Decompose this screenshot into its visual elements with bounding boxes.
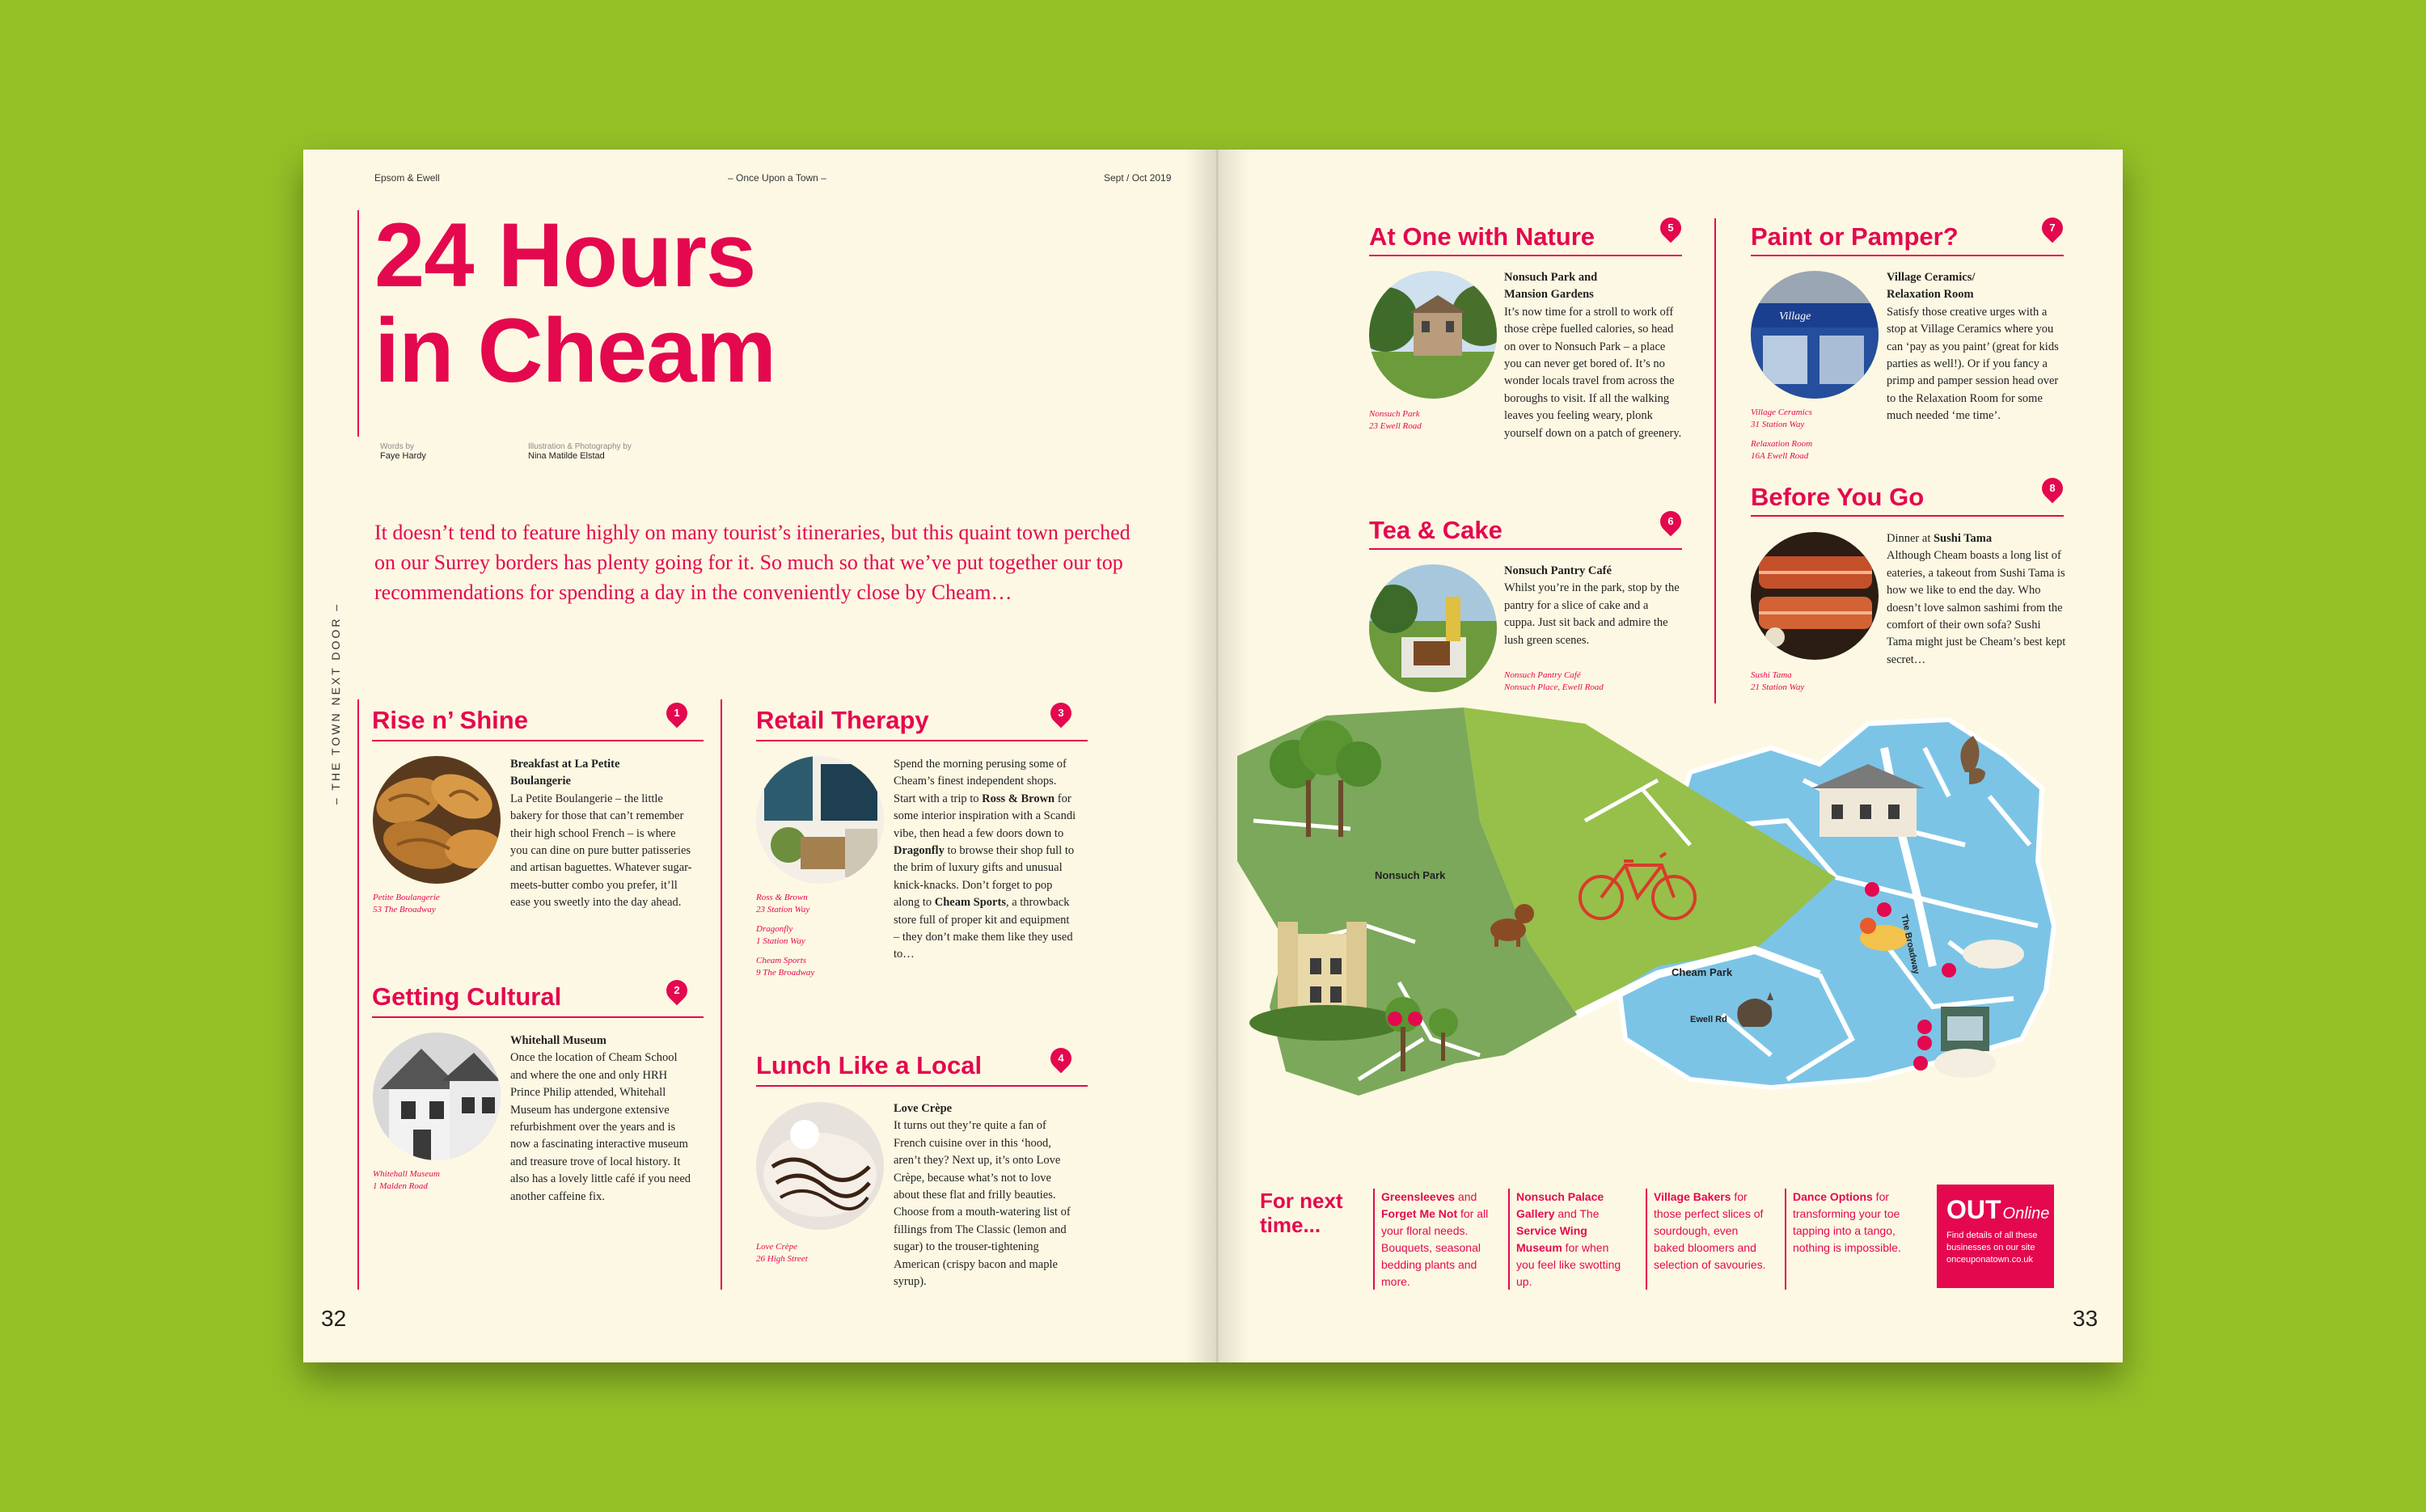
pin-icon: 6 bbox=[1656, 507, 1686, 537]
out-url[interactable]: onceuponatown.co.uk bbox=[1946, 1255, 2034, 1265]
magazine-spread bbox=[303, 150, 2123, 1362]
section-title-lunch: Lunch Like a Local bbox=[756, 1051, 983, 1079]
section-title-tea: Tea & Cake bbox=[1369, 516, 1503, 544]
next-time-col-4: Dance Options for transforming your toe tapping into a tango, nothing is impossible. bbox=[1793, 1190, 1901, 1254]
section-title-nature: At One with Nature bbox=[1369, 222, 1595, 251]
pin-icon: 1 bbox=[662, 699, 692, 729]
photo-cake bbox=[1369, 564, 1497, 692]
pin-icon: 2 bbox=[662, 976, 692, 1006]
section-head-cultural: Whitehall Museum bbox=[510, 1034, 606, 1047]
photo-ceramics bbox=[1751, 271, 1879, 399]
next-time-col-3: Village Bakers for those perfect slices of sourdough, even baked bloomers and selection of savouries. bbox=[1654, 1190, 1766, 1271]
next-time-rule bbox=[1508, 1189, 1510, 1290]
photo-crepe bbox=[756, 1102, 884, 1230]
section-body-before: Dinner at Sushi Tama Although Cheam boasts a long list of eateries, a takeout from Sushi Tama is how we like to end the day. Who doesn’t love salmon sashimi from the comfort of their own sofa? Sushi Tama might just be Cheam’s best kept secret… bbox=[1887, 532, 2066, 666]
credit-illus-label: Illustration & Photography by bbox=[528, 442, 632, 451]
section-body-tea: Nonsuch Pantry Café Whilst you’re in the park, stop by the pantry for a slice of cake and a cuppa. Just sit back and admire the lush green scenes. bbox=[1504, 563, 1682, 649]
caption-retail: Ross & Brown 23 Station Way Dragonfly 1 Station Way Cheam Sports 9 The Broadway bbox=[756, 893, 815, 978]
caption-lunch: Love Crèpe 26 High Street bbox=[756, 1242, 808, 1264]
next-time-col-2: Nonsuch Palace Gallery and The Service Wing Museum for when you feel like swotting up. bbox=[1516, 1190, 1621, 1288]
svg-text:Village: Village bbox=[1779, 310, 1811, 323]
section-body-rise: Breakfast at La Petite Boulangerie La Petite Boulangerie – the little bakery for those that can’t remember their high school French – is where you can dine on pure butter patisseries and artisan baguettes. Whatever sugar-meets-butter combo you prefer, it’ll ease you sweetly into the day ahead. bbox=[510, 758, 692, 910]
header-left: Epsom & Ewell bbox=[374, 172, 440, 184]
section-rule bbox=[1369, 548, 1682, 550]
section-title-before: Before You Go bbox=[1751, 483, 1925, 511]
section-rule bbox=[756, 1085, 1088, 1087]
page-number-left: 32 bbox=[321, 1306, 347, 1331]
section-title-cultural: Getting Cultural bbox=[372, 982, 562, 1011]
left-col-rule bbox=[357, 699, 359, 1290]
section-head-before: Dinner at Sushi Tama bbox=[1887, 532, 1993, 545]
section-title-paint: Paint or Pamper? bbox=[1751, 222, 1959, 251]
photo-shop bbox=[756, 756, 884, 884]
out-logo: OUT bbox=[1946, 1195, 2001, 1224]
next-time-label: For next time... bbox=[1260, 1189, 1343, 1237]
section-head-paint: Village Ceramics/ Relaxation Room bbox=[1887, 271, 1976, 302]
pin-icon: 5 bbox=[1656, 213, 1686, 243]
credit-words bbox=[380, 442, 426, 461]
section-body-cultural: Whitehall Museum Once the location of Cheam School and where the one and only HRH Prince Philip attended, Whitehall Museum has undergone extensive refurbishment over the years and is now a fascinating interactive museum and treasure trove of local history. It also has a lovely little café if you need another caffeine fix. bbox=[510, 1033, 695, 1206]
title-line-1: 24 Hours bbox=[374, 205, 756, 306]
hero-rule bbox=[357, 210, 359, 437]
section-head-rise: Breakfast at La Petite Boulangerie bbox=[510, 758, 620, 788]
section-body-paint: Village Ceramics/ Relaxation Room Satisfy those creative urges with a stop at Village Ceramics where you can ‘pay as you paint’ (great for kids parties as well!). Or if you fancy a primp and pamper session head over to the Relaxation Room for some much needed ‘me time’. bbox=[1887, 271, 2059, 423]
town-map bbox=[1237, 699, 2058, 1120]
right-col-rule bbox=[1714, 218, 1716, 703]
photo-park bbox=[1369, 271, 1497, 399]
map-label-cheam: Cheam Park bbox=[1672, 966, 1733, 978]
pin-icon: 4 bbox=[1046, 1044, 1076, 1074]
section-rule bbox=[372, 1016, 704, 1018]
photo-sushi bbox=[1751, 532, 1879, 660]
caption-tea: Nonsuch Pantry Café Nonsuch Place, Ewell Road bbox=[1504, 670, 1604, 692]
online-logo: Online bbox=[2002, 1205, 2050, 1223]
caption-before: Sushi Tama 21 Station Way bbox=[1751, 670, 1805, 692]
header-right: Sept / Oct 2019 bbox=[1104, 172, 1172, 184]
caption-nature: Nonsuch Park 23 Ewell Road bbox=[1369, 409, 1422, 431]
title-line-2: in Cheam bbox=[374, 300, 776, 401]
out-text: Find details of all these businesses on our site bbox=[1946, 1231, 2038, 1252]
pin-icon: 8 bbox=[2038, 474, 2068, 504]
next-time-rule bbox=[1785, 1189, 1786, 1290]
section-rule bbox=[1751, 255, 2064, 256]
section-body-retail: Spend the morning perusing some of Cheam’s finest independent shops. Start with a trip to Ross & Brown for some interior inspiration with a Scandi vibe, then head a few doors down to Dragonfly to browse their shop full to the brim of luxury gifts and unusual knick-knacks. Don’t forget to pop along to Cheam Sports, a throwback store full of proper kit and equipment – they don’t make them like they used to… bbox=[894, 758, 1076, 961]
pin-icon: 7 bbox=[2038, 213, 2068, 243]
section-title-rise: Rise n’ Shine bbox=[372, 706, 528, 734]
caption-rise: Petite Boulangerie 53 The Broadway bbox=[373, 893, 440, 914]
out-online-box bbox=[1937, 1185, 2054, 1288]
section-rule bbox=[1369, 255, 1682, 256]
credit-words-name: Faye Hardy bbox=[380, 451, 426, 461]
page-title bbox=[374, 205, 776, 401]
section-head-nature: Nonsuch Park and Mansion Gardens bbox=[1504, 271, 1598, 302]
mid-col-rule bbox=[721, 699, 722, 1290]
photo-croissants bbox=[373, 756, 501, 884]
next-time-rule bbox=[1373, 1189, 1375, 1290]
map-label-broadway: The Broadway bbox=[1899, 914, 1921, 976]
map-label-nonsuch: Nonsuch Park bbox=[1375, 869, 1446, 881]
caption-cultural: Whitehall Museum 1 Malden Road bbox=[373, 1169, 440, 1191]
next-time-rule bbox=[1646, 1189, 1647, 1290]
section-title-retail: Retail Therapy bbox=[756, 706, 929, 734]
credit-words-label: Words by bbox=[380, 442, 415, 451]
next-time-col-1: Greensleeves and Forget Me Not for all your floral needs. Bouquets, seasonal bedding plants and more. bbox=[1381, 1190, 1489, 1288]
map-label-ewell: Ewell Rd bbox=[1690, 1015, 1727, 1024]
header-center: – Once Upon a Town – bbox=[728, 172, 826, 184]
intro-paragraph: It doesn’t tend to feature highly on many tourist’s itineraries, but this quaint town perched on our Surrey borders has plenty going for it. So much so that we’ve put together our top recommendations for spending a day in the conveniently close by Cheam… bbox=[374, 521, 1131, 604]
photo-museum bbox=[373, 1033, 501, 1160]
section-head-tea: Nonsuch Pantry Café bbox=[1504, 564, 1612, 577]
side-label: – THE TOWN NEXT DOOR – bbox=[329, 602, 342, 805]
house-icon bbox=[1941, 1007, 1989, 1051]
section-head-lunch: Love Crèpe bbox=[894, 1102, 953, 1115]
section-body-nature: Nonsuch Park and Mansion Gardens It’s now time for a stroll to work off those crèpe fuelled calories, so head on over to Nonsuch Park – a place you can never get bored of. It’s no wonder locals travel from across the boroughs to visit. If all the walking leaves you feeling weary, plonk yourself down on a patch of greenery. bbox=[1504, 271, 1682, 440]
section-rule bbox=[1751, 515, 2064, 517]
credit-illustration bbox=[528, 442, 632, 461]
page-number-right: 33 bbox=[2073, 1306, 2098, 1331]
caption-paint: Village Ceramics 31 Station Way Relaxation Room 16A Ewell Road bbox=[1751, 408, 1813, 461]
section-rule bbox=[372, 740, 704, 741]
section-rule bbox=[756, 740, 1088, 741]
section-body-lunch: Love Crèpe It turns out they’re quite a fan of French cuisine over in this ‘hood, aren’t they? Next up, it’s onto Love Crèpe, because what’s not to love about these flat and frilly beauties. Choose from a mouth-watering list of fillings from The Classic (lemon and sugar) to the trouser-tightening American (crispy bacon and maple syrup). bbox=[894, 1100, 1078, 1290]
credit-illus-name: Nina Matilde Elstad bbox=[528, 451, 605, 461]
pin-icon: 3 bbox=[1046, 699, 1076, 729]
